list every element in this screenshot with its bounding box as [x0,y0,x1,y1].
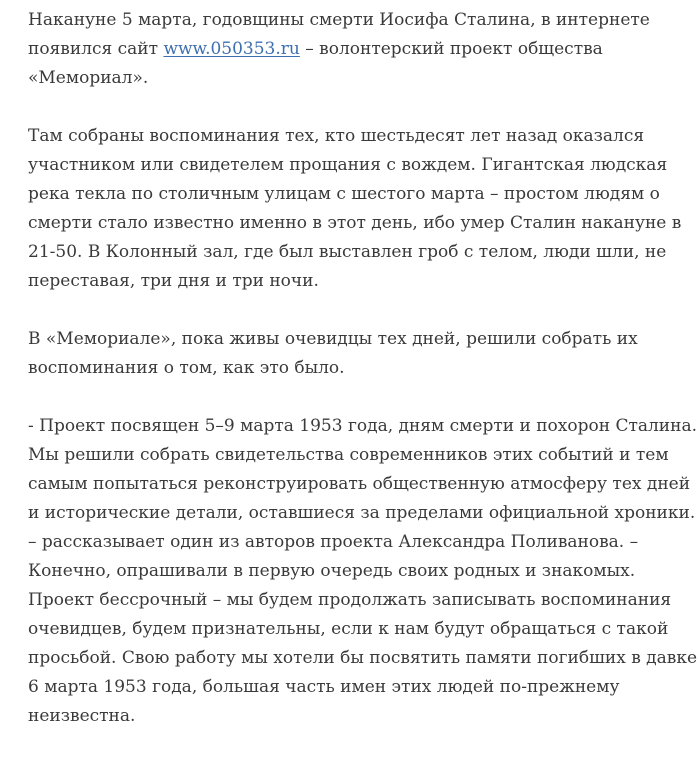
paragraph-intro [28,6,700,93]
article-body [28,6,700,760]
intro-text-before: Накануне 5 марта, годовщины смерти Иосифа Сталина, в интернете появился сайт [28,10,650,59]
paragraph-memories: Там собраны воспоминания тех, кто шестьдесят лет назад оказался участником или свидетелем прощания с вождем. Гигантская людская река текла по столичным улицам с шестого марта – простом людям о смерти стало известно именно в этот день, ибо умер Сталин накануне в 21-50. В Колонный зал, где был выставлен гроб с телом, люди шли, не переставая, три дня и три ночи. [28,126,682,291]
intro-text-after: – волонтерский проект общества «Мемориал». [28,39,603,88]
site-link[interactable]: www.050353.ru [163,39,300,59]
paragraph-memorial: В «Мемориале», пока живы очевидцы тех дней, решили собрать их воспоминания о том, как это было. [28,329,638,378]
paragraph-quote: - Проект посвящен 5–9 марта 1953 года, дням смерти и похорон Сталина. Мы решили собрать свидетельства современников этих событий и тем самым попытаться реконструировать общественную атмосферу тех дней и исторические детали, оставшиеся за пределами официальной хроники. – рассказывает один из авторов проекта Александра Поливанова. – Конечно, опрашивали в первую очередь своих родных и знакомых. Проект бессрочный – мы будем продолжать записывать воспоминания очевидцев, будем признательны, если к нам будут обращаться с такой просьбой. Свою работу мы хотели бы посвятить памяти погибших в давке 6 марта 1953 года, большая часть имен этих людей по-прежнему неизвестна. [28,416,698,726]
